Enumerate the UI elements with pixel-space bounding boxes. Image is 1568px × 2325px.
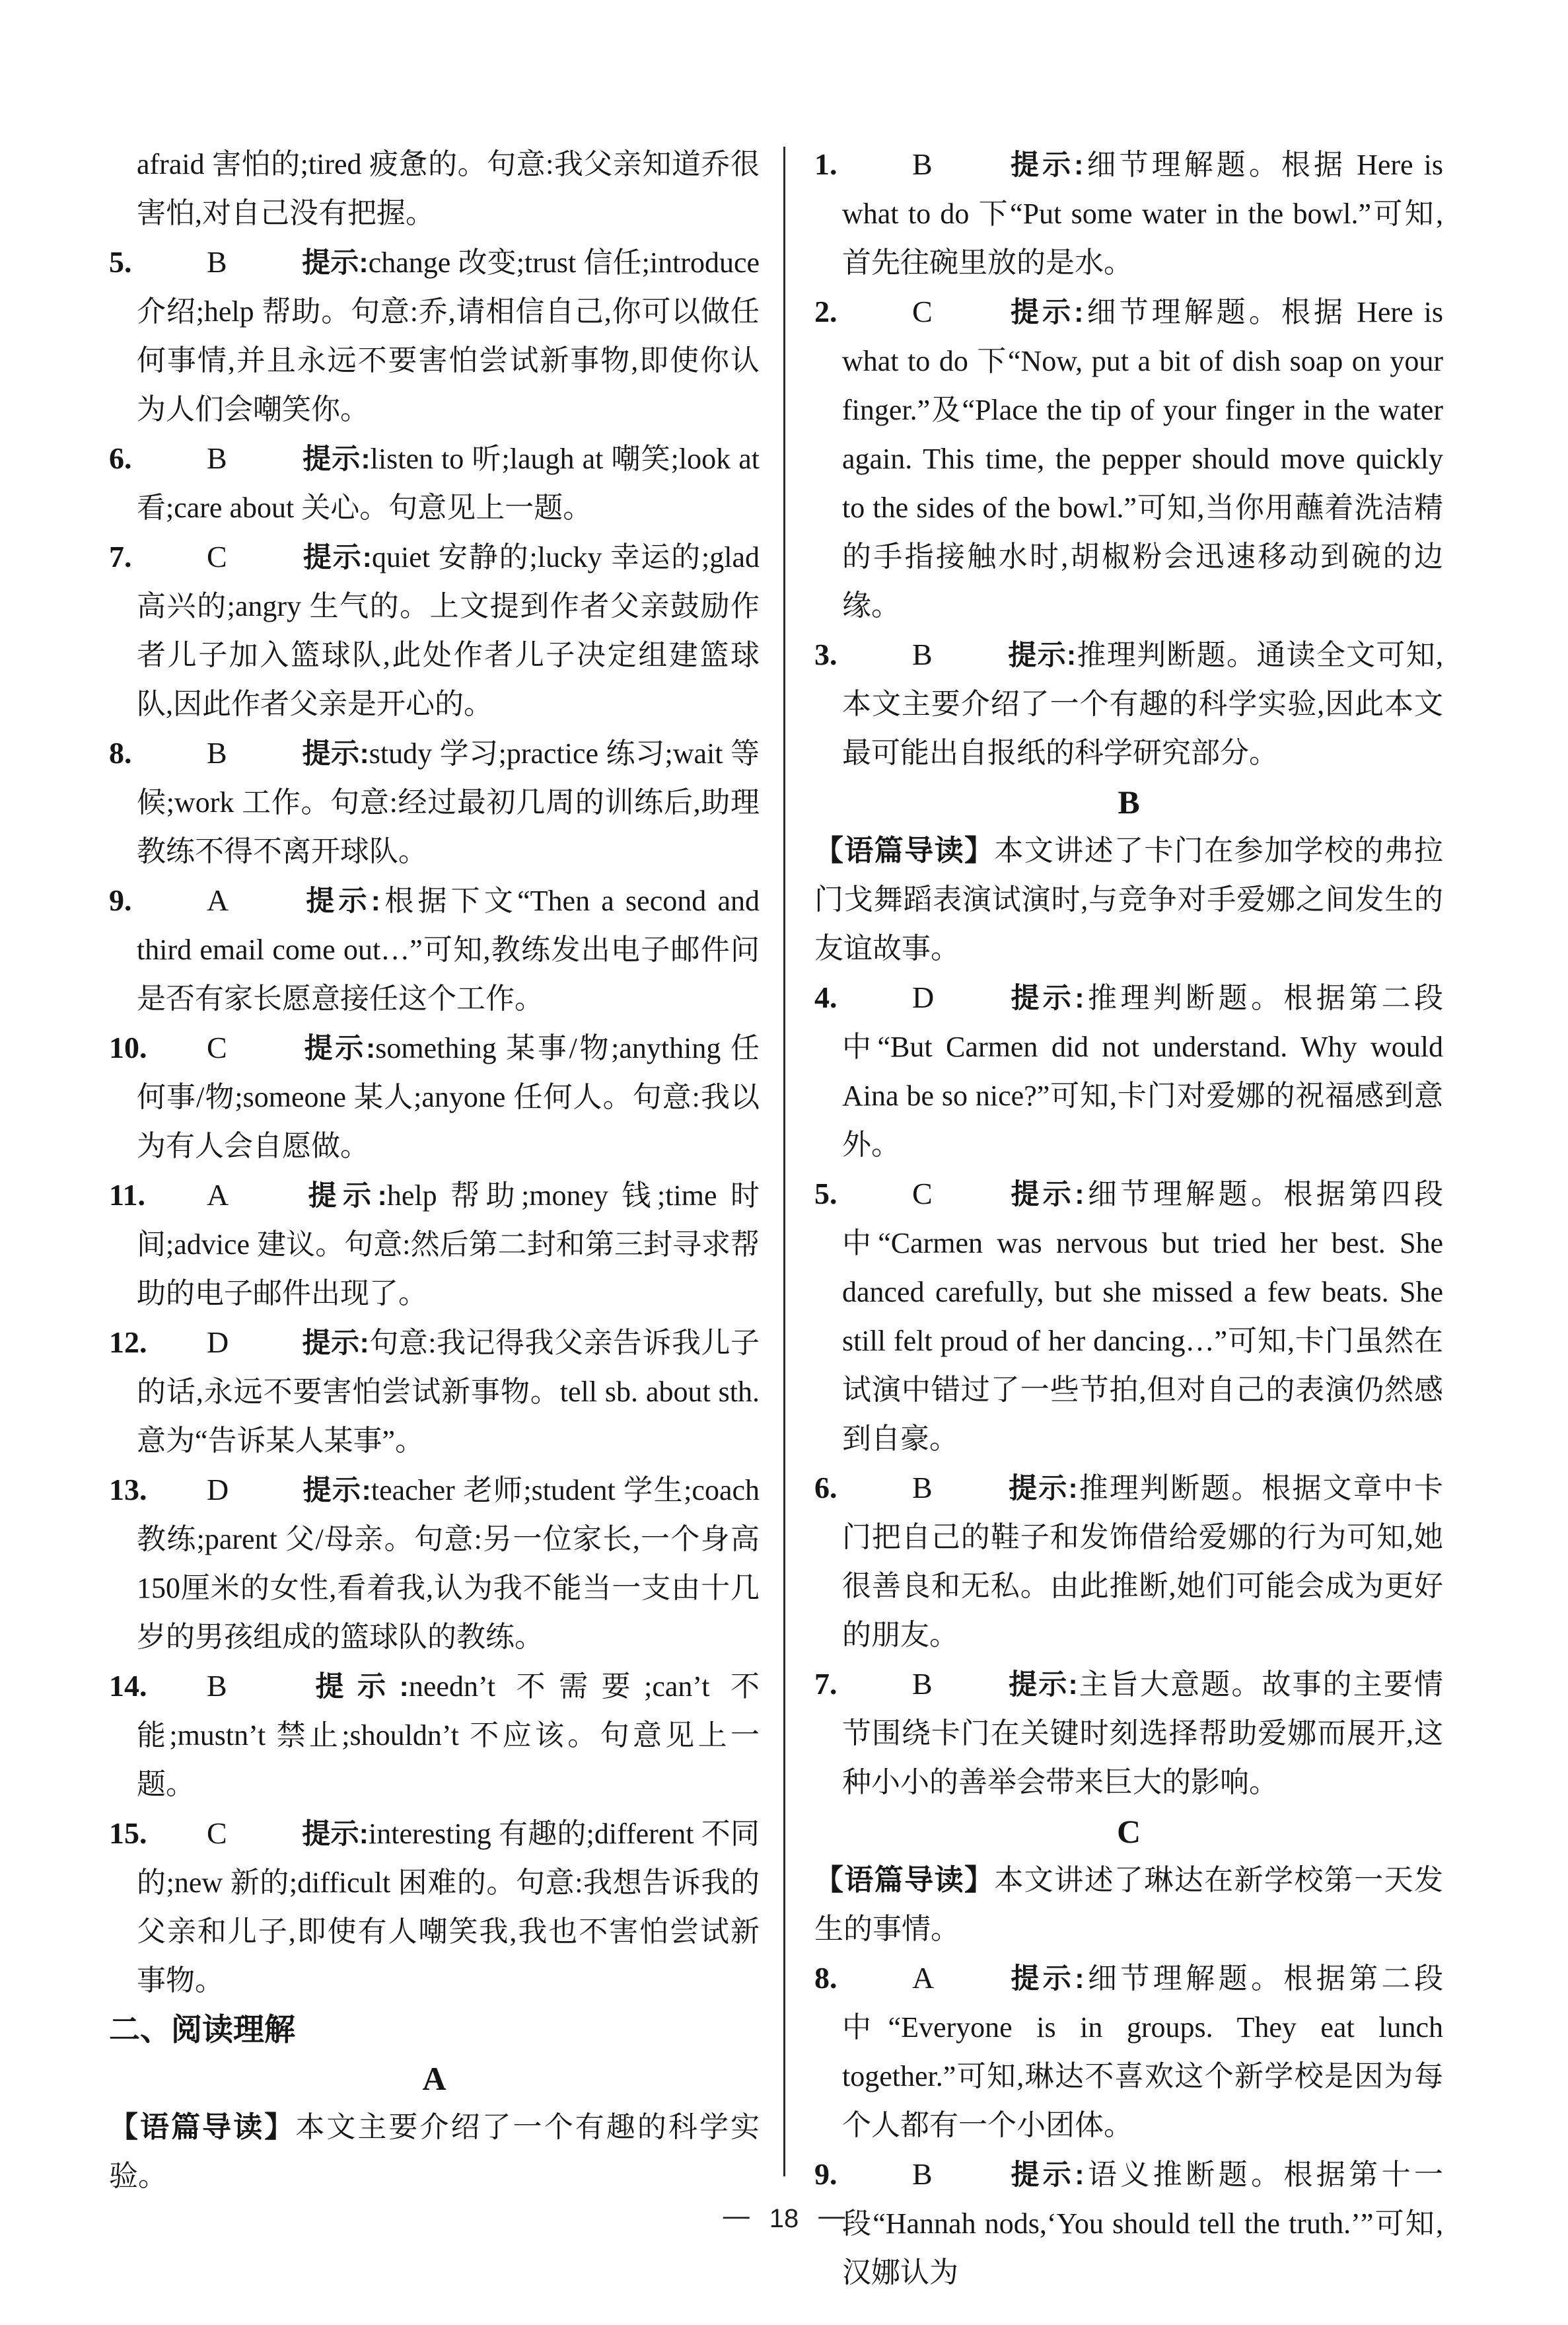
- intro-label: 【语篇导读】: [109, 2111, 296, 2143]
- hint-label: 提示:: [302, 443, 371, 475]
- answer-item-13: [109, 1465, 760, 1662]
- hint-label: 提示:: [1007, 1669, 1078, 1701]
- hint-label: 提示:: [1007, 149, 1084, 181]
- section-heading: 二、阅读理解: [109, 2012, 295, 2047]
- item-number: 6.: [814, 1471, 837, 1504]
- hint-label: 提示:: [1007, 640, 1077, 671]
- item-text: 根据下文“Then a second and third email come out…”可知,教练发出电子邮件问是否有家长愿意接任这个工作。: [137, 885, 760, 1015]
- answer-item-8: [109, 729, 760, 876]
- answer-item-7b: [814, 1660, 1443, 1807]
- hint-label: 提示:: [302, 1475, 371, 1506]
- item-text: 细节理解题。根据 Here is what to do 下“Put some water in the bowl.”可知,首先往碗里放的是水。: [842, 149, 1443, 279]
- intro-text: 本文讲述了琳达在新学校第一天发生的事情。: [814, 1864, 1444, 1945]
- item-number: 9.: [109, 883, 132, 917]
- item-number: 5.: [109, 245, 132, 279]
- hint-label: 提示:: [1007, 297, 1084, 328]
- answer-letter: D: [207, 1473, 229, 1506]
- answer-letter: C: [207, 1031, 227, 1064]
- answer-letter: B: [912, 1667, 933, 1701]
- footer-dash-right: —: [818, 2201, 845, 2231]
- item-text: teacher 老师;student 学生;coach 教练;parent 父/母亲。句意:另一位家长,一个身高150厘米的女性,看着我,认为我不能当一支由十几岁的男孩组成的篮球队的教练。: [137, 1474, 760, 1653]
- answer-item-6: [109, 434, 760, 533]
- item-number: 14.: [109, 1669, 147, 1703]
- footer-dash-left: —: [723, 2201, 750, 2231]
- hint-label: 提示:: [302, 1818, 369, 1850]
- left-column: [109, 140, 760, 2201]
- answer-letter: C: [912, 295, 933, 328]
- item-number: 9.: [814, 2157, 837, 2191]
- answer-item-5: [109, 238, 760, 434]
- answer-letter: A: [207, 883, 229, 917]
- item-text: something 某事/物;anything 任何事/物;someone 某人;anyone 任何人。句意:我以为有人会自愿做。: [137, 1032, 760, 1162]
- item-number: 6.: [109, 441, 132, 475]
- hint-label: 提示:: [1007, 2159, 1085, 2191]
- answer-item-7: [109, 533, 760, 729]
- item-text: change 改变;trust 信任;introduce 介绍;help 帮助。句意:乔,请相信自己,你可以做任何事情,并且永远不要害怕尝试新事物,即使你认为人们会嘲笑你。: [137, 246, 760, 425]
- intro-label: 【语篇导读】: [814, 1864, 995, 1896]
- answer-item-6b: [814, 1463, 1443, 1660]
- answer-item-4: [814, 973, 1443, 1169]
- item-text: study 学习;practice 练习;wait 等候;work 工作。句意:经过最初几周的训练后,助理教练不得不离开球队。: [137, 737, 760, 867]
- hint-label: 提示:: [302, 1327, 369, 1359]
- item-text: 细节理解题。根据第四段中“Carmen was nervous but tried her best. She danced carefully, but she missed a few beats. She still felt proud of her dancing…”可知,卡门虽然在试演中错过了一些节拍,但对自己的表演仍然感到自豪。: [842, 1178, 1444, 1455]
- answer-letter: C: [207, 1816, 227, 1850]
- item-number: 15.: [109, 1816, 147, 1850]
- item-text: interesting 有趣的;different 不同的;new 新的;difficult 困难的。句意:我想告诉我的父亲和儿子,即使有人嘲笑我,我也不害怕尝试新事物。: [137, 1818, 760, 1997]
- answer-letter: D: [912, 980, 935, 1014]
- hint-label: 提示:: [1007, 1473, 1078, 1504]
- answer-item-12: [109, 1318, 760, 1465]
- hint-label: 提示:: [302, 1180, 387, 1212]
- hint-label: 提示:: [302, 885, 380, 917]
- item-text: 推理判断题。通读全文可知,本文主要介绍了一个有趣的科学实验,因此本文最可能出自报纸的科学研究部分。: [842, 639, 1443, 769]
- item-number: 11.: [109, 1178, 145, 1212]
- passage-letter-a: A: [422, 2060, 446, 2097]
- item-number: 5.: [814, 1177, 837, 1210]
- answer-item-3: [814, 630, 1443, 778]
- answer-item-14: [109, 1662, 760, 1809]
- right-column: [814, 140, 1443, 2297]
- answer-item-8: [814, 1954, 1443, 2150]
- item-number: 7.: [109, 540, 132, 573]
- item-number: 8.: [814, 1961, 837, 1995]
- item-number: 13.: [109, 1473, 147, 1506]
- item-text: needn’t 不需要;can’t 不能;mustn’t 禁止;shouldn’t 不应该。句意见上一题。: [137, 1670, 760, 1800]
- answer-letter: A: [207, 1178, 229, 1212]
- answer-letter: C: [912, 1177, 933, 1210]
- item-number: 2.: [814, 295, 837, 328]
- intro-text: 本文讲述了卡门在参加学校的弗拉门戈舞蹈表演试演时,与竞争对手爱娜之间发生的友谊故事。: [814, 834, 1444, 965]
- answer-item-15: [109, 1809, 760, 2005]
- page-footer: [0, 2199, 1568, 2238]
- passage-letter-b: B: [1118, 784, 1140, 821]
- item-number: 10.: [109, 1031, 147, 1064]
- answer-letter: A: [912, 1961, 935, 1995]
- item-number: 12.: [109, 1325, 147, 1359]
- answer-item-5b: [814, 1169, 1443, 1463]
- answer-letter: B: [912, 147, 933, 181]
- passage-intro-a: [109, 2103, 760, 2201]
- answer-item-2: [814, 287, 1443, 630]
- answer-letter: B: [207, 441, 227, 475]
- item-number: 4.: [814, 980, 837, 1014]
- hint-label: 提示:: [1007, 982, 1085, 1014]
- answer-letter: B: [207, 736, 227, 770]
- answer-item-10: [109, 1023, 760, 1171]
- answer-letter: D: [207, 1325, 229, 1359]
- item-number: 7.: [814, 1667, 837, 1701]
- hint-label: 提示:: [1007, 1179, 1085, 1210]
- passage-intro-b: [814, 827, 1443, 973]
- passage-intro-c: [814, 1856, 1443, 1954]
- intro-label: 【语篇导读】: [814, 834, 995, 867]
- hint-label: 提示:: [302, 247, 369, 279]
- answer-letter: B: [912, 1471, 933, 1504]
- item-number: 8.: [109, 736, 132, 770]
- item-text: 细节理解题。根据第二段中“Everyone is in groups. They eat lunch together.”可知,琳达不喜欢这个新学校是因为每个人都有一个小团体。: [842, 1962, 1444, 2141]
- page-number: 18: [769, 2204, 799, 2233]
- carryover-text: afraid 害怕的;tired 疲惫的。句意:我父亲知道乔很害怕,对自己没有把握。: [137, 148, 760, 229]
- hint-label: 提示:: [302, 1671, 409, 1703]
- answer-letter: B: [207, 1669, 227, 1703]
- item-text: 推理判断题。根据第二段中“But Carmen did not understand. Why would Aina be so nice?”可知,卡门对爱娜的祝福感到意外。: [842, 982, 1444, 1161]
- answer-item-9: [109, 876, 760, 1023]
- column-divider: [783, 147, 785, 2176]
- item-text: 推理判断题。根据文章中卡门把自己的鞋子和发饰借给爱娜的行为可知,她很善良和无私。由此推断,她们可能会成为更好的朋友。: [842, 1472, 1443, 1651]
- item-text: 语义推断题。根据第十一段“Hannah nods,‘You should tell the truth.’”可知,汉娜认为: [842, 2159, 1444, 2289]
- passage-letter-c: C: [1116, 1813, 1141, 1850]
- hint-label: 提示:: [302, 542, 372, 573]
- answer-letter: B: [912, 638, 933, 671]
- item-number: 1.: [814, 147, 837, 181]
- item-text: listen to 听;laugh at 嘲笑;look at 看;care about 关心。句意见上一题。: [137, 443, 760, 524]
- answer-item-1: [814, 140, 1443, 287]
- answer-item-11: [109, 1171, 760, 1318]
- hint-label: 提示:: [302, 1033, 376, 1064]
- answer-letter: B: [207, 245, 227, 279]
- hint-label: 提示:: [302, 738, 369, 770]
- item-text: 句意:我记得我父亲告诉我儿子的话,永远不要害怕尝试新事物。tell sb. about sth. 意为“告诉某人某事”。: [137, 1327, 760, 1457]
- item-number: 3.: [814, 638, 837, 671]
- item-text: 细节理解题。根据 Here is what to do 下“Now, put a bit of dish soap on your finger.”及“Place the tip of your finger in the water again. This time, the pepper should move quickly to the sides of the bowl.”可知,当你用蘸着洗洁精的手指接触水时,胡椒粉会迅速移动到碗的边缘。: [842, 296, 1443, 622]
- item-text: 主旨大意题。故事的主要情节围绕卡门在关键时刻选择帮助爱娜而展开,这种小小的善举会带来巨大的影响。: [842, 1668, 1443, 1798]
- intro-text: 本文主要介绍了一个有趣的科学实验。: [109, 2111, 760, 2192]
- answer-letter: C: [207, 540, 227, 573]
- item-text: quiet 安静的;lucky 幸运的;glad 高兴的;angry 生气的。上文提到作者父亲鼓励作者儿子加入篮球队,此处作者儿子决定组建篮球队,因此作者父亲是开心的。: [137, 541, 760, 720]
- item-text: help 帮助;money 钱;time 时间;advice 建议。句意:然后第二封和第三封寻求帮助的电子邮件出现了。: [137, 1179, 760, 1310]
- hint-label: 提示:: [1007, 1963, 1085, 1995]
- answer-letter: B: [912, 2157, 933, 2191]
